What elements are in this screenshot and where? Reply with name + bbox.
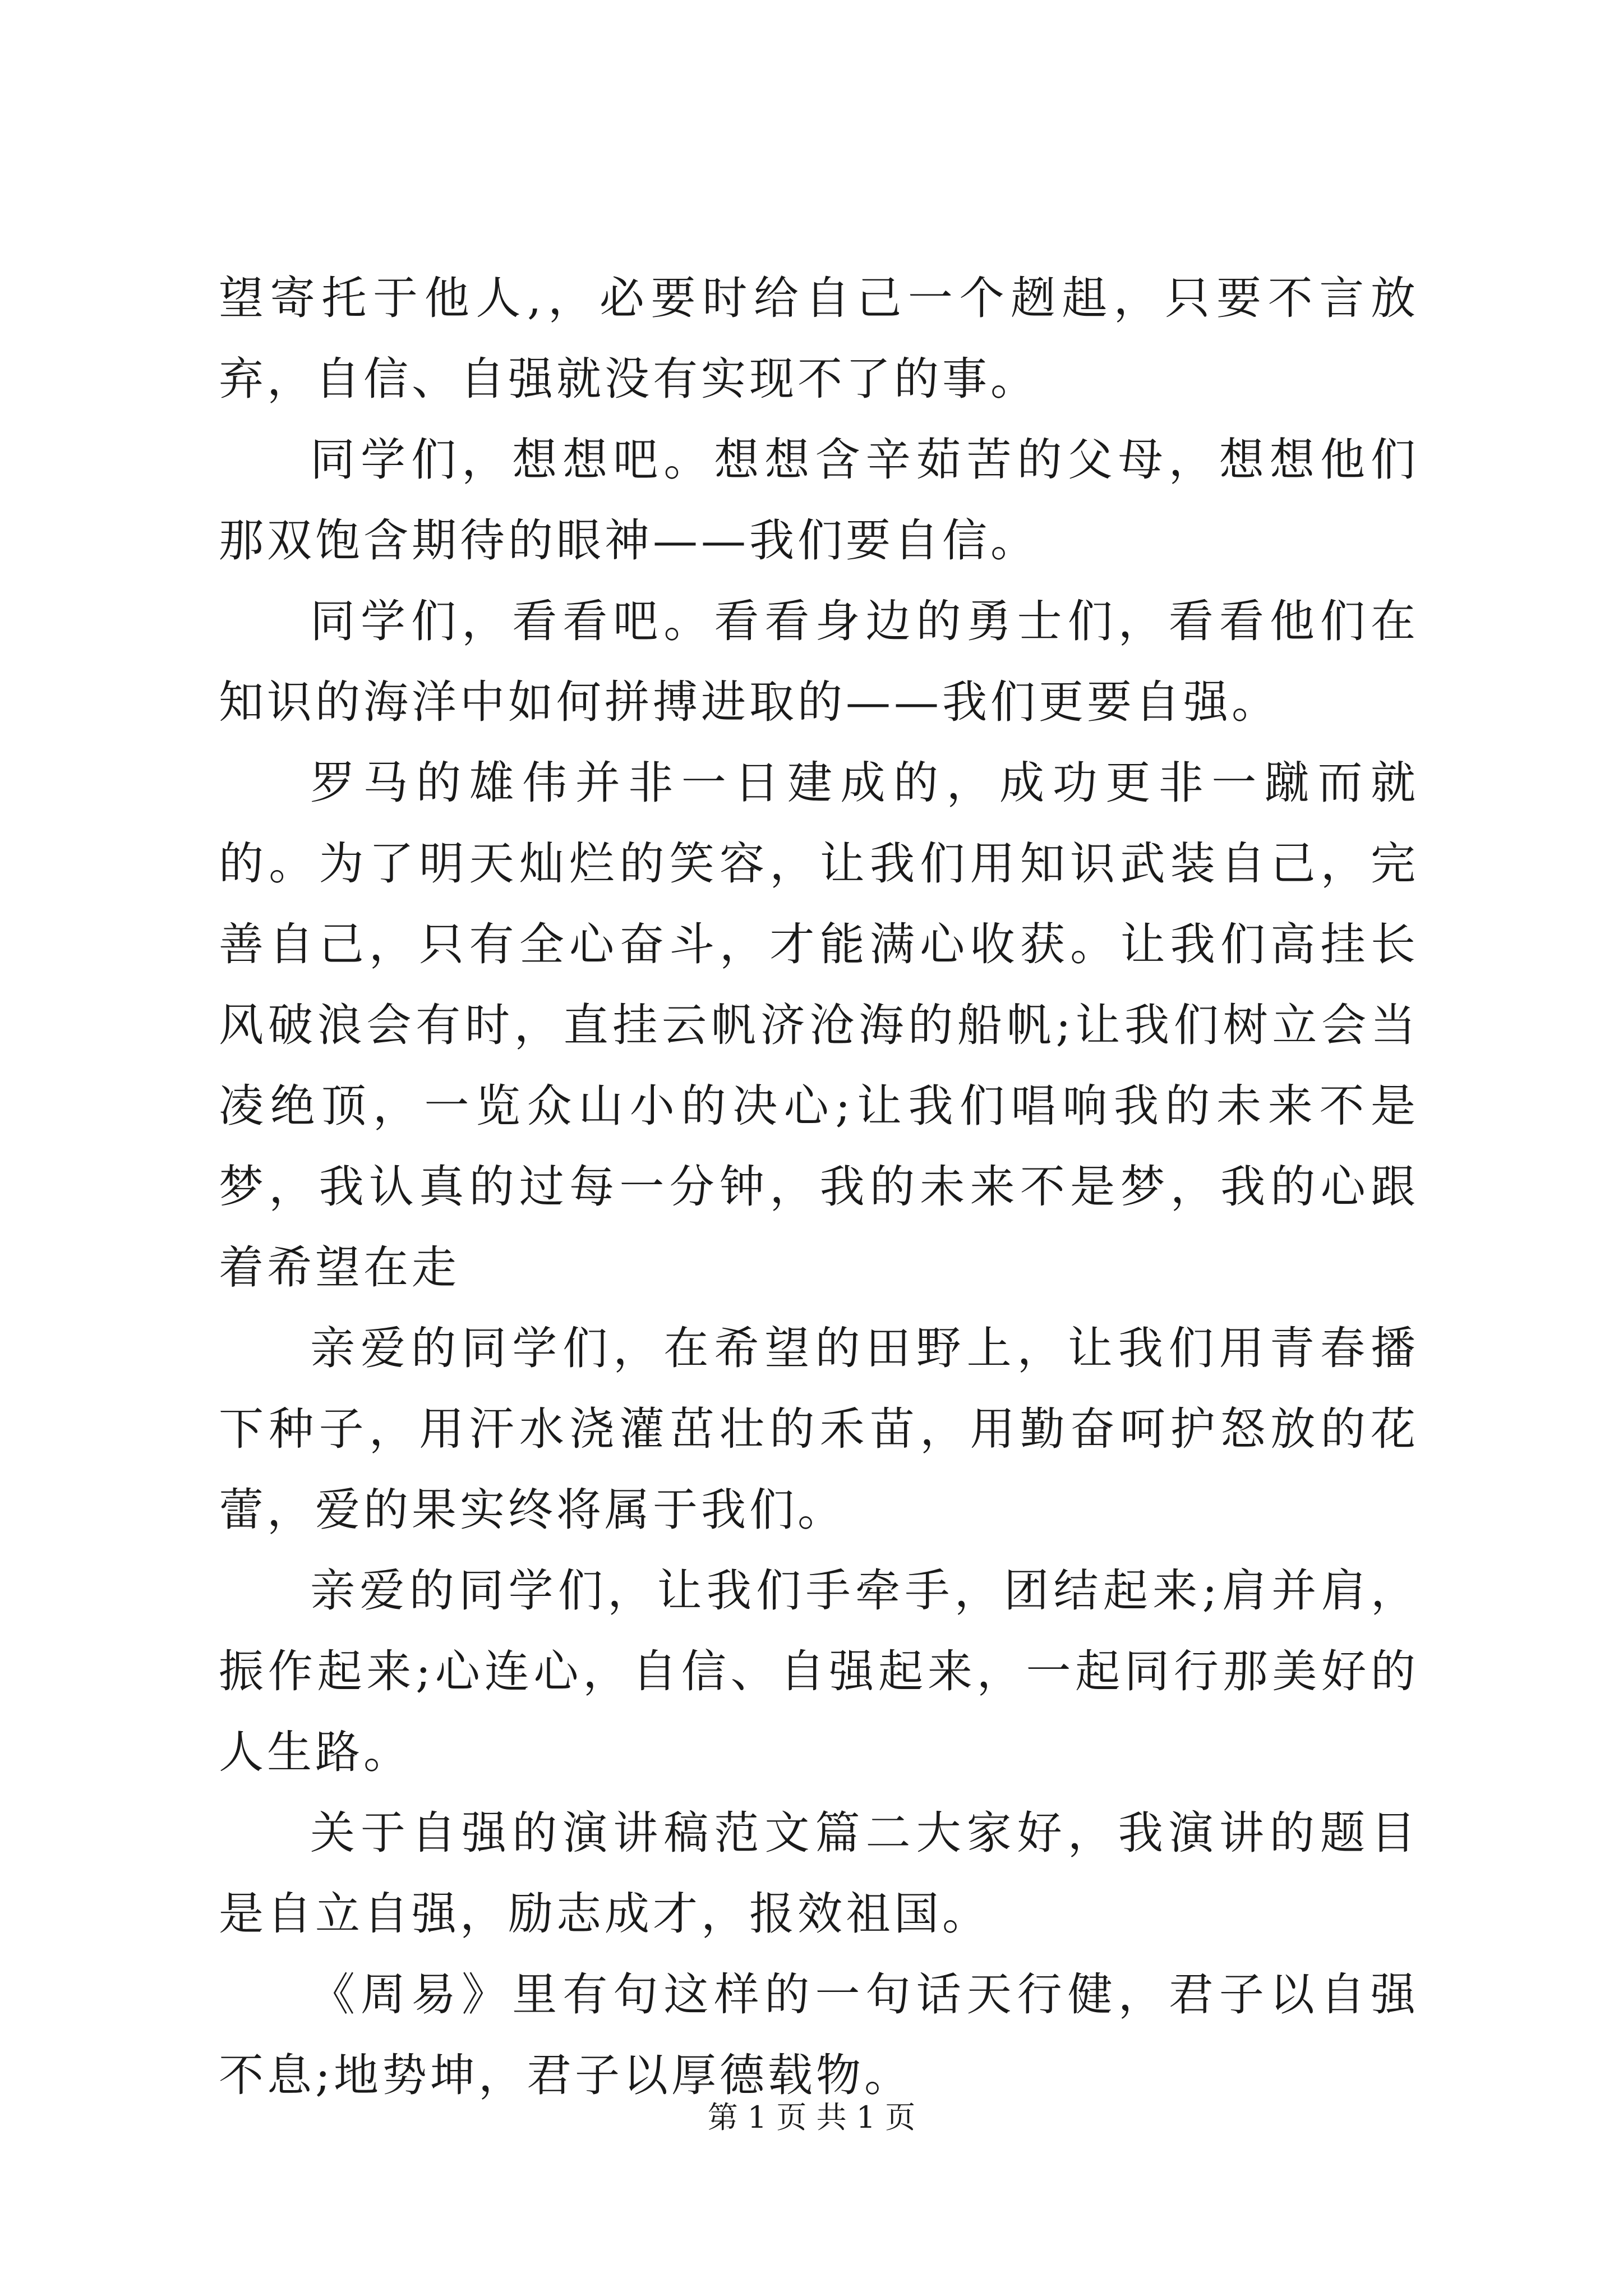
paragraph-1: 望寄托于他人,，必要时给自己一个趔趄，只要不言放弃，自信、自强就没有实现不了的事。: [219, 272, 1419, 405]
paragraph-2: 同学们，想想吧。想想含辛茹苦的父母，想想他们那双饱含期待的眼神——我们要自信。: [219, 434, 1419, 567]
paragraph-8: 《周易》里有句这样的一句话天行健，君子以自强不息;地势坤，君子以厚德载物。: [219, 1968, 1419, 2101]
document-body: [219, 258, 1419, 2116]
page-footer: 第 1 页 共 1 页: [707, 2100, 916, 2135]
paragraph-7: 关于自强的演讲稿范文篇二大家好，我演讲的题目是自立自强，励志成才，报效祖国。: [219, 1807, 1419, 1940]
paragraph-3: 同学们，看看吧。看看身边的勇士们，看看他们在知识的海洋中如何拼搏进取的——我们更要自强。: [219, 595, 1419, 728]
paragraph-5: 亲爱的同学们，在希望的田野上，让我们用青春播下种子，用汗水浇灌茁壮的禾苗，用勤奋呵护怒放的花蕾，爱的果实终将属于我们。: [219, 1322, 1419, 1536]
paragraph-4: 罗马的雄伟并非一日建成的，成功更非一蹴而就的。为了明天灿烂的笑容，让我们用知识武装自己，完善自己，只有全心奋斗，才能满心收获。让我们高挂长风破浪会有时，直挂云帆济沧海的船帆;让我们树立会当凌绝顶，一览众山小的决心;让我们唱响我的未来不是梦，我认真的过每一分钟，我的未来不是梦，我的心跟着希望在走: [219, 757, 1419, 1294]
paragraph-6: 亲爱的同学们，让我们手牵手，团结起来;肩并肩，振作起来;心连心，自信、自强起来，一起同行那美好的人生路。: [219, 1565, 1419, 1778]
